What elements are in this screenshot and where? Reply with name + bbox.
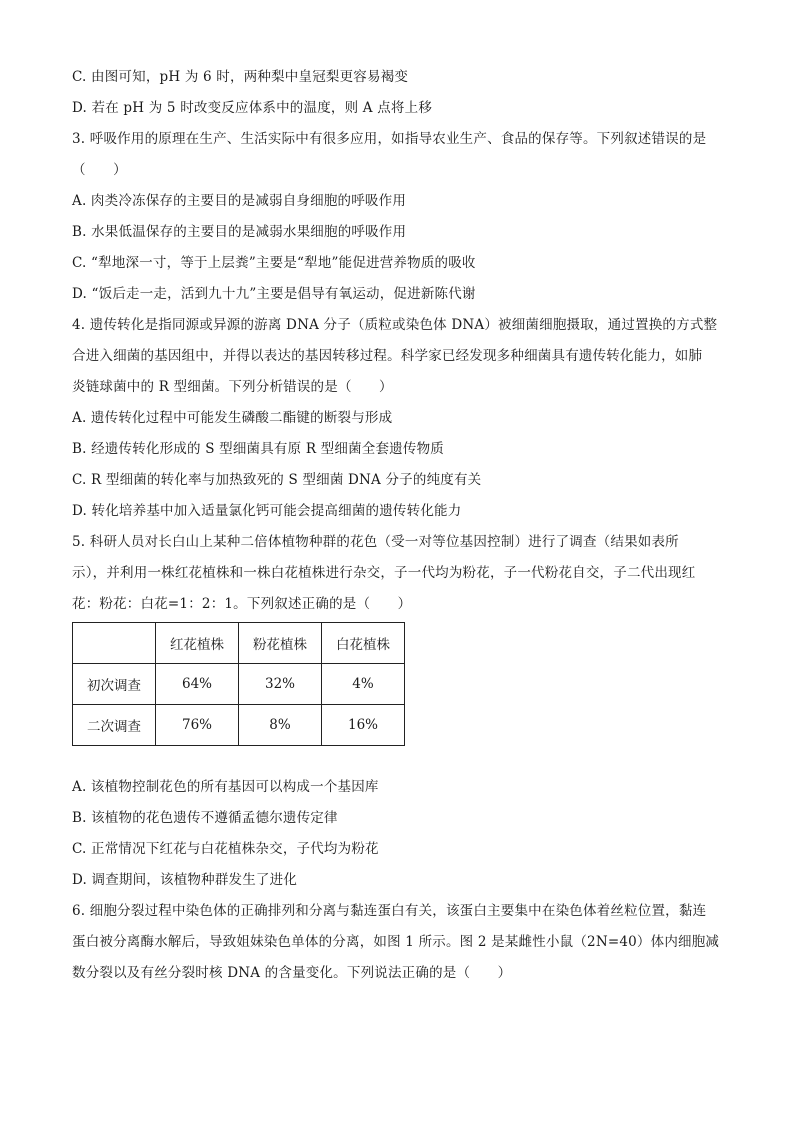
table-header-cell: 红花植株 [156, 623, 239, 664]
question-4-option-d: D. 转化培养基中加入适量氯化钙可能会提高细菌的遗传转化能力 [72, 503, 462, 519]
table-row [73, 664, 405, 705]
question-3-option-d: D. “饭后走一走，活到九十九”主要是倡导有氧运动，促进新陈代谢 [72, 286, 476, 302]
question-5-option-d: D. 调查期间，该植物种群发生了进化 [72, 872, 298, 888]
question-5-option-a: A. 该植物控制花色的所有基因可以构成一个基因库 [72, 779, 379, 795]
table-header-cell [73, 623, 156, 664]
text-line: C. 由图可知，pH 为 6 时，两种梨中皇冠梨更容易褐变 [72, 69, 409, 85]
question-5-stem: 示），并利用一株红花植株和一株白花植株进行杂交，子一代均为粉花，子一代粉花自交，子二代出现红 [72, 565, 696, 581]
question-4-option-a: A. 遗传转化过程中可能发生磷酸二酯键的断裂与形成 [72, 410, 393, 426]
question-4-option-b: B. 经遗传转化形成的 S 型细菌具有原 R 型细菌全套遗传物质 [72, 441, 444, 457]
question-3-option-a: A. 肉类冷冻保存的主要目的是减弱自身细胞的呼吸作用 [72, 193, 407, 209]
table-header-cell: 粉花植株 [239, 623, 322, 664]
question-6-stem: 数分裂以及有丝分裂时核 DNA 的含量变化。下列说法正确的是（ ） [72, 965, 512, 981]
table-row [73, 705, 405, 746]
text-line: D. 若在 pH 为 5 时改变反应体系中的温度，则 A 点将上移 [72, 100, 433, 116]
table-cell: 初次调查 [73, 664, 156, 705]
question-4-stem: 炎链球菌中的 R 型细菌。下列分析错误的是（ ） [72, 379, 393, 395]
table-cell: 4% [322, 664, 405, 705]
survey-table [72, 622, 405, 746]
table-cell: 76% [156, 705, 239, 746]
table-cell: 二次调查 [73, 705, 156, 746]
table-cell: 8% [239, 705, 322, 746]
table-cell: 16% [322, 705, 405, 746]
question-3-option-c: C. “犁地深一寸，等于上层粪”主要是“犁地”能促进营养物质的吸收 [72, 255, 476, 271]
text-block-top [72, 62, 732, 620]
question-3-stem: 3. 呼吸作用的原理在生产、生活实际中有很多应用，如指导农业生产、食品的保存等。下列叙述错误的是 [72, 131, 707, 147]
question-4-stem: 合进入细菌的基因组中，并得以表达的基因转移过程。科学家已经发现多种细菌具有遗传转化能力，如肺 [72, 348, 703, 364]
question-5-stem: 花：粉花：白花=1：2：1。下列叙述正确的是（ ） [72, 596, 412, 612]
text-block-bottom [72, 772, 732, 989]
question-5-option-c: C. 正常情况下红花与白花植株杂交，子代均为粉花 [72, 841, 379, 857]
question-4-stem: 4. 遗传转化是指同源或异源的游离 DNA 分子（质粒或染色体 DNA）被细菌细胞摄取，通过置换的方式整 [72, 317, 718, 333]
question-6-stem: 6. 细胞分裂过程中染色体的正确排列和分离与黏连蛋白有关，该蛋白主要集中在染色体着丝粒位置，黏连 [72, 903, 707, 919]
question-4-option-c: C. R 型细菌的转化率与加热致死的 S 型细菌 DNA 分子的纯度有关 [72, 472, 482, 488]
table-header-cell: 白花植株 [322, 623, 405, 664]
question-6-stem: 蛋白被分离酶水解后，导致姐妹染色单体的分离，如图 1 所示。图 2 是某雌性小鼠（2N=40）体内细胞减 [72, 934, 720, 950]
table-header-row [73, 623, 405, 664]
survey-table-wrap [72, 622, 732, 746]
table-cell: 32% [239, 664, 322, 705]
question-3-option-b: B. 水果低温保存的主要目的是减弱水果细胞的呼吸作用 [72, 224, 407, 240]
question-5-stem: 5. 科研人员对长白山上某种二倍体植物种群的花色（受一对等位基因控制）进行了调查（结果如表所 [72, 534, 679, 550]
table-cell: 64% [156, 664, 239, 705]
question-3-stem: （ ） [72, 162, 127, 178]
document-page [72, 62, 732, 989]
question-5-option-b: B. 该植物的花色遗传不遵循孟德尔遗传定律 [72, 810, 338, 826]
